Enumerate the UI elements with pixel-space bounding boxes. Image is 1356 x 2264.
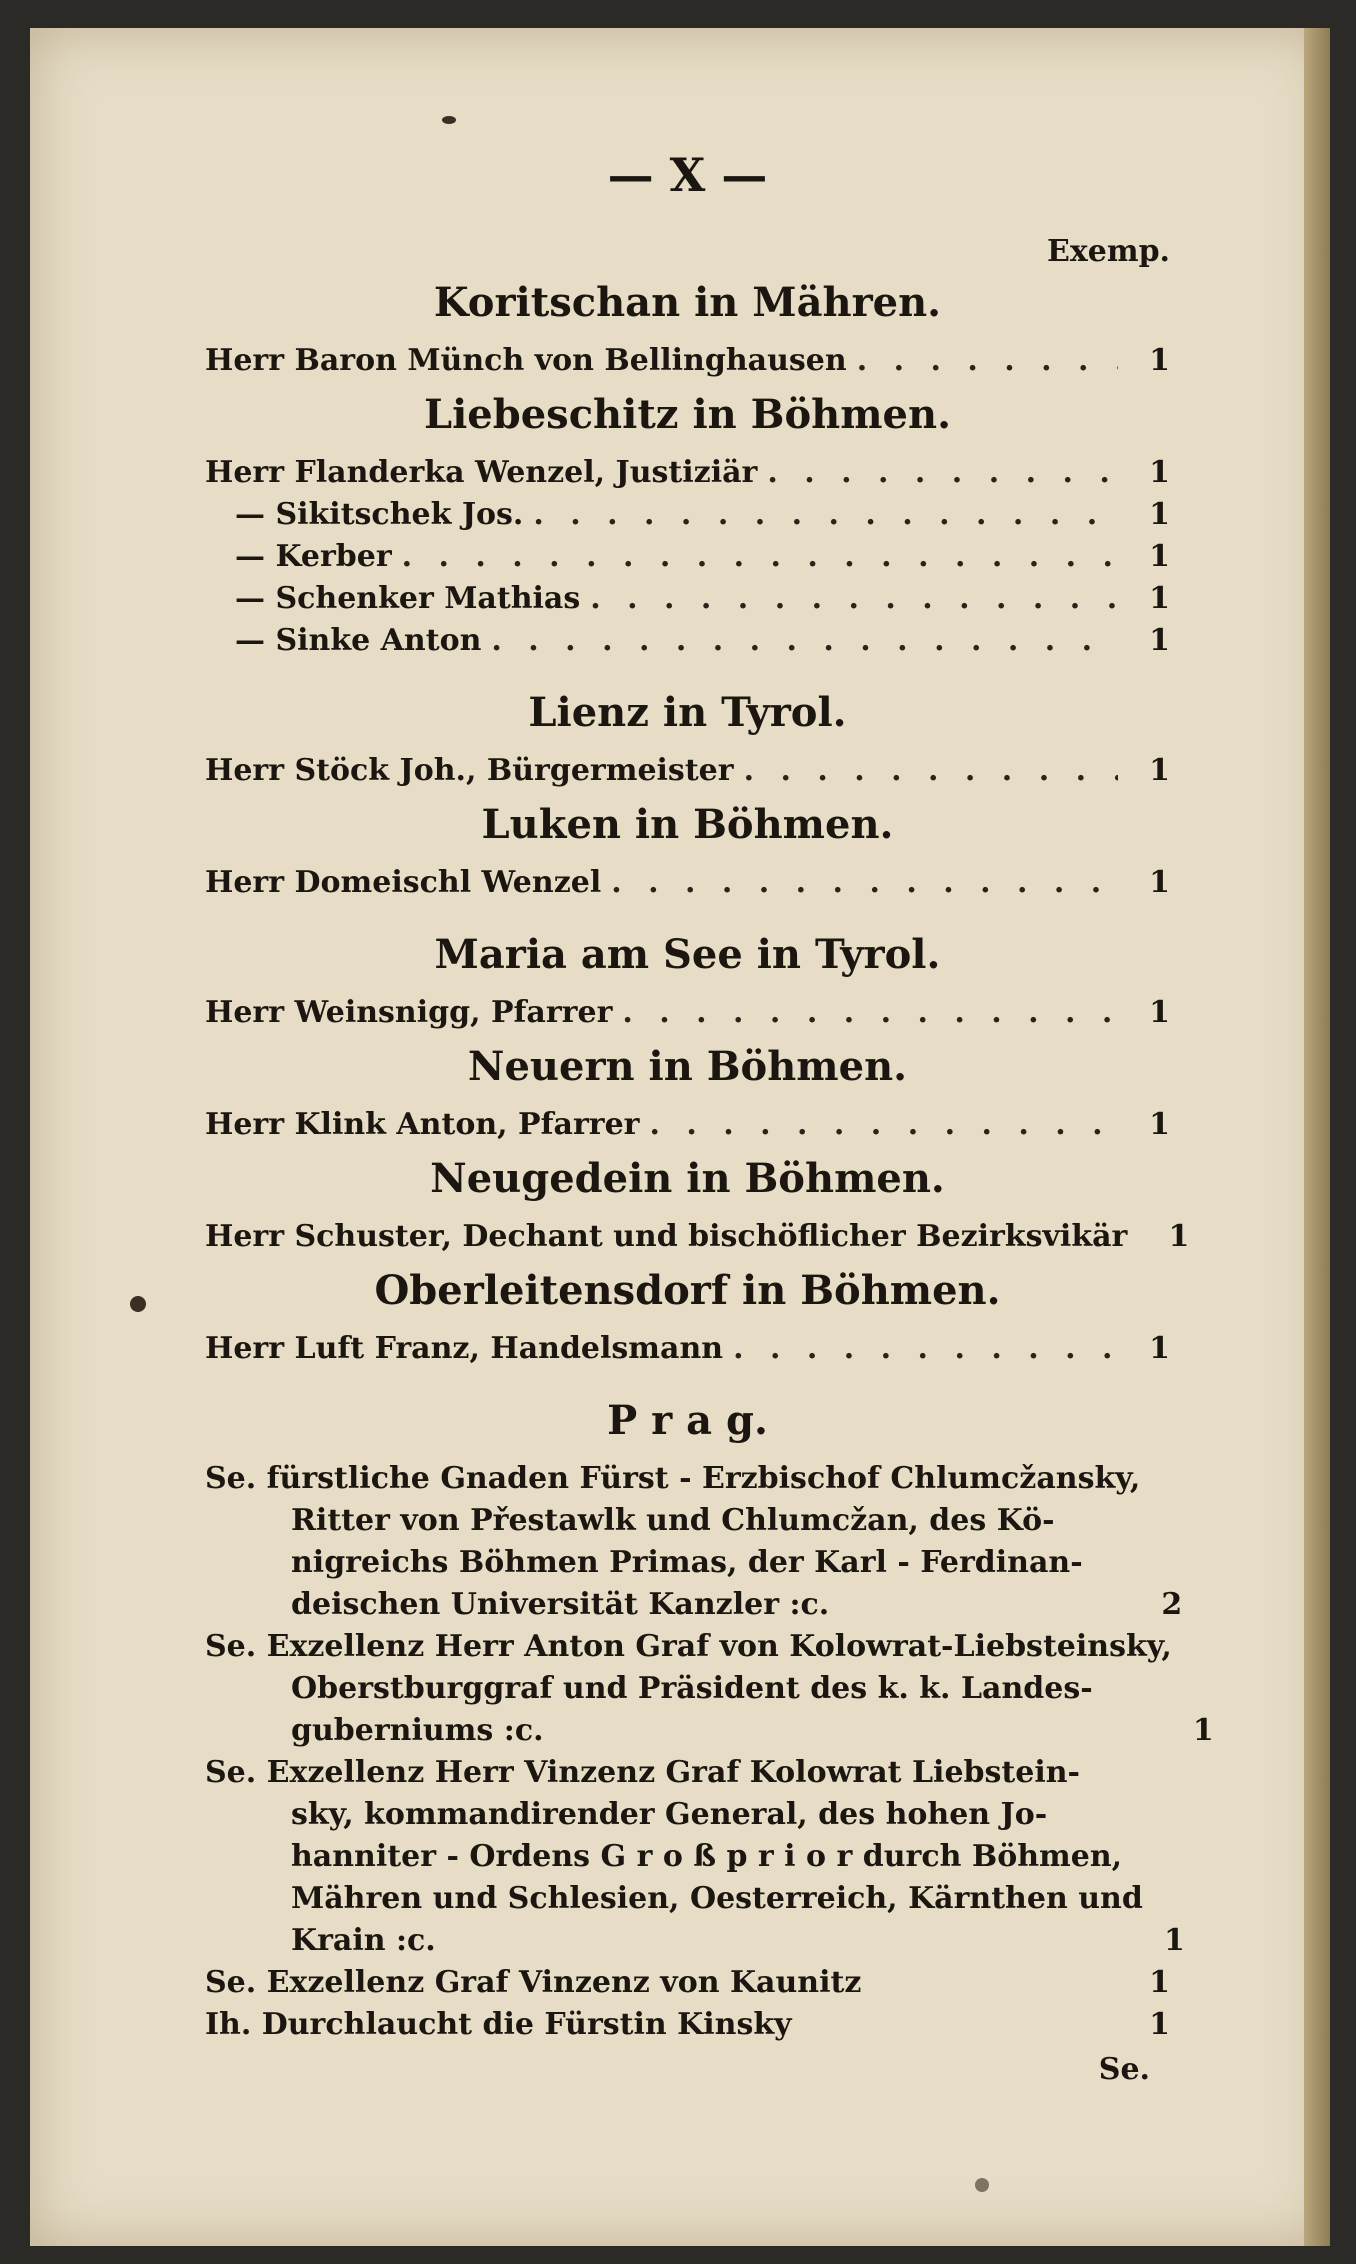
list-item <box>205 750 1170 792</box>
place-section <box>205 274 1170 382</box>
entry-line: sky, kommandirender General, des hohen Jo- <box>291 1797 1048 1832</box>
copies-count: 1 <box>1149 1331 1170 1366</box>
entry-line: Se. Exzellenz Herr Anton Graf von Kolowrat-Liebsteinsky, <box>205 1629 1172 1664</box>
place-section <box>205 1262 1170 1370</box>
copies-count: 2 <box>1161 1587 1183 1622</box>
entry-line: Oberstburggraf und Präsident des k. k. Landes- <box>291 1671 1093 1706</box>
dot-leader <box>767 452 1118 494</box>
prag-section <box>205 1392 1214 2046</box>
place-section <box>205 926 1170 1034</box>
subscriber-name: — Sikitschek Jos. <box>235 497 524 532</box>
place-heading: Koritschan in Mähren. <box>433 279 942 326</box>
list-item <box>205 1328 1170 1370</box>
dot-leader <box>402 536 1118 578</box>
list-item <box>205 452 1170 494</box>
subscriber-name: Herr Schuster, Dechant und bischöflicher Bezirksvikär <box>205 1219 1128 1254</box>
place-heading: P r a g. <box>607 1397 768 1444</box>
place-section <box>205 1038 1170 1146</box>
place-heading: Maria am See in Tyrol. <box>434 931 941 978</box>
page-content <box>205 148 1214 2087</box>
copies-count: 1 <box>1149 497 1170 532</box>
copies-count: 1 <box>1149 995 1170 1030</box>
copies-count: 1 <box>1149 455 1170 490</box>
list-item <box>205 340 1170 382</box>
dot-leader <box>649 1104 1118 1146</box>
copies-count: 1 <box>1192 1713 1214 1748</box>
place-section <box>205 684 1170 792</box>
dot-leader <box>533 494 1118 536</box>
entry-line: guberniums :c. <box>291 1713 544 1748</box>
place-heading: Lienz in Tyrol. <box>528 689 847 736</box>
entry-line: Mähren und Schlesien, Oesterreich, Kärnthen und <box>291 1881 1143 1916</box>
copies-count: 1 <box>1168 1219 1190 1254</box>
ink-spot <box>130 1296 146 1312</box>
book-page <box>30 28 1330 2246</box>
place-heading: Liebeschitz in Böhmen. <box>423 391 951 438</box>
list-item <box>205 862 1170 904</box>
place-section <box>205 1150 1190 1258</box>
place-heading: Neuern in Böhmen. <box>467 1043 908 1090</box>
entry-line: nigreichs Böhmen Primas, der Karl - Ferdinan- <box>291 1545 1083 1580</box>
list-item <box>205 1752 1185 1962</box>
subscriber-name: Herr Stöck Joh., Bürgermeister <box>205 753 734 788</box>
copies-count: 1 <box>1149 1107 1170 1142</box>
copies-count: 1 <box>1149 623 1170 658</box>
entry-line: Se. Exzellenz Herr Vinzenz Graf Kolowrat Liebstein- <box>205 1755 1081 1790</box>
entry-line: Krain :c. <box>291 1923 436 1958</box>
entry-line: Se. fürstliche Gnaden Fürst - Erzbischof Chlumcžansky, <box>205 1461 1141 1496</box>
subscriber-name: Herr Domeischl Wenzel <box>205 865 602 900</box>
subscriber-name: — Kerber <box>235 539 392 574</box>
place-heading: Neugedein in Böhmen. <box>430 1155 945 1202</box>
entry-line: hanniter - Ordens G r o ß p r i o r durch Böhmen, <box>291 1839 1123 1874</box>
subscriber-name: Herr Flanderka Wenzel, Justiziär <box>205 455 758 490</box>
list-item <box>205 992 1170 1034</box>
copies-count: 1 <box>1149 581 1170 616</box>
list-item <box>205 620 1170 662</box>
entry-line: deischen Universität Kanzler :c. <box>291 1587 830 1622</box>
dot-leader <box>857 340 1118 382</box>
list-item <box>205 2004 1170 2046</box>
list-item <box>205 1216 1190 1258</box>
place-section <box>205 386 1170 662</box>
list-item <box>205 494 1170 536</box>
subscriber-entry-text <box>205 1962 1128 2004</box>
entry-line: Se. Exzellenz Graf Vinzenz von Kaunitz <box>205 1965 862 2000</box>
dot-leader <box>622 992 1118 1034</box>
place-heading: Luken in Böhmen. <box>481 801 894 848</box>
copies-count: 1 <box>1149 865 1170 900</box>
copies-count: 1 <box>1149 753 1170 788</box>
page-number: — X — <box>607 148 768 202</box>
copies-count: 1 <box>1149 2007 1170 2042</box>
dot-leader <box>590 578 1118 620</box>
list-item <box>205 1104 1170 1146</box>
column-header: Exemp. <box>1046 234 1170 269</box>
subscriber-name: Herr Luft Franz, Handelsmann <box>205 1331 724 1366</box>
place-section <box>205 796 1170 904</box>
list-item <box>205 1458 1183 1626</box>
subscriber-entry-text <box>205 1752 1143 1962</box>
dot-leader <box>491 620 1118 662</box>
entry-line: Ritter von Přestawlk und Chlumcžan, des Kö- <box>291 1503 1055 1538</box>
place-heading: Oberleitensdorf in Böhmen. <box>374 1267 1001 1314</box>
catchword: Se. <box>1098 2052 1150 2087</box>
copies-count: 1 <box>1149 343 1170 378</box>
page-edge <box>1304 28 1330 2246</box>
list-item <box>205 536 1170 578</box>
list-item <box>205 1962 1170 2004</box>
dot-leader <box>744 750 1118 792</box>
subscriber-name: Herr Baron Münch von Bellinghausen <box>205 343 847 378</box>
ink-spot <box>442 116 456 124</box>
subscriber-name: — Schenker Mathias <box>235 581 581 616</box>
entry-line: Ih. Durchlaucht die Fürstin Kinsky <box>205 2007 792 2042</box>
subscriber-entry-text <box>205 1626 1172 1752</box>
sections-list <box>205 274 1190 1370</box>
subscriber-name: Herr Weinsnigg, Pfarrer <box>205 995 613 1030</box>
subscriber-entry-text <box>205 1458 1140 1626</box>
copies-count: 1 <box>1149 1965 1170 2000</box>
copies-count: 1 <box>1149 539 1170 574</box>
subscriber-entry-text <box>205 2004 1128 2046</box>
list-item <box>205 578 1170 620</box>
copies-count: 1 <box>1163 1923 1185 1958</box>
subscriber-name: Herr Klink Anton, Pfarrer <box>205 1107 640 1142</box>
list-item <box>205 1626 1214 1752</box>
subscriber-name: — Sinke Anton <box>235 623 482 658</box>
dot-leader <box>733 1328 1118 1370</box>
dot-leader <box>611 862 1118 904</box>
ink-spot <box>975 2178 989 2192</box>
